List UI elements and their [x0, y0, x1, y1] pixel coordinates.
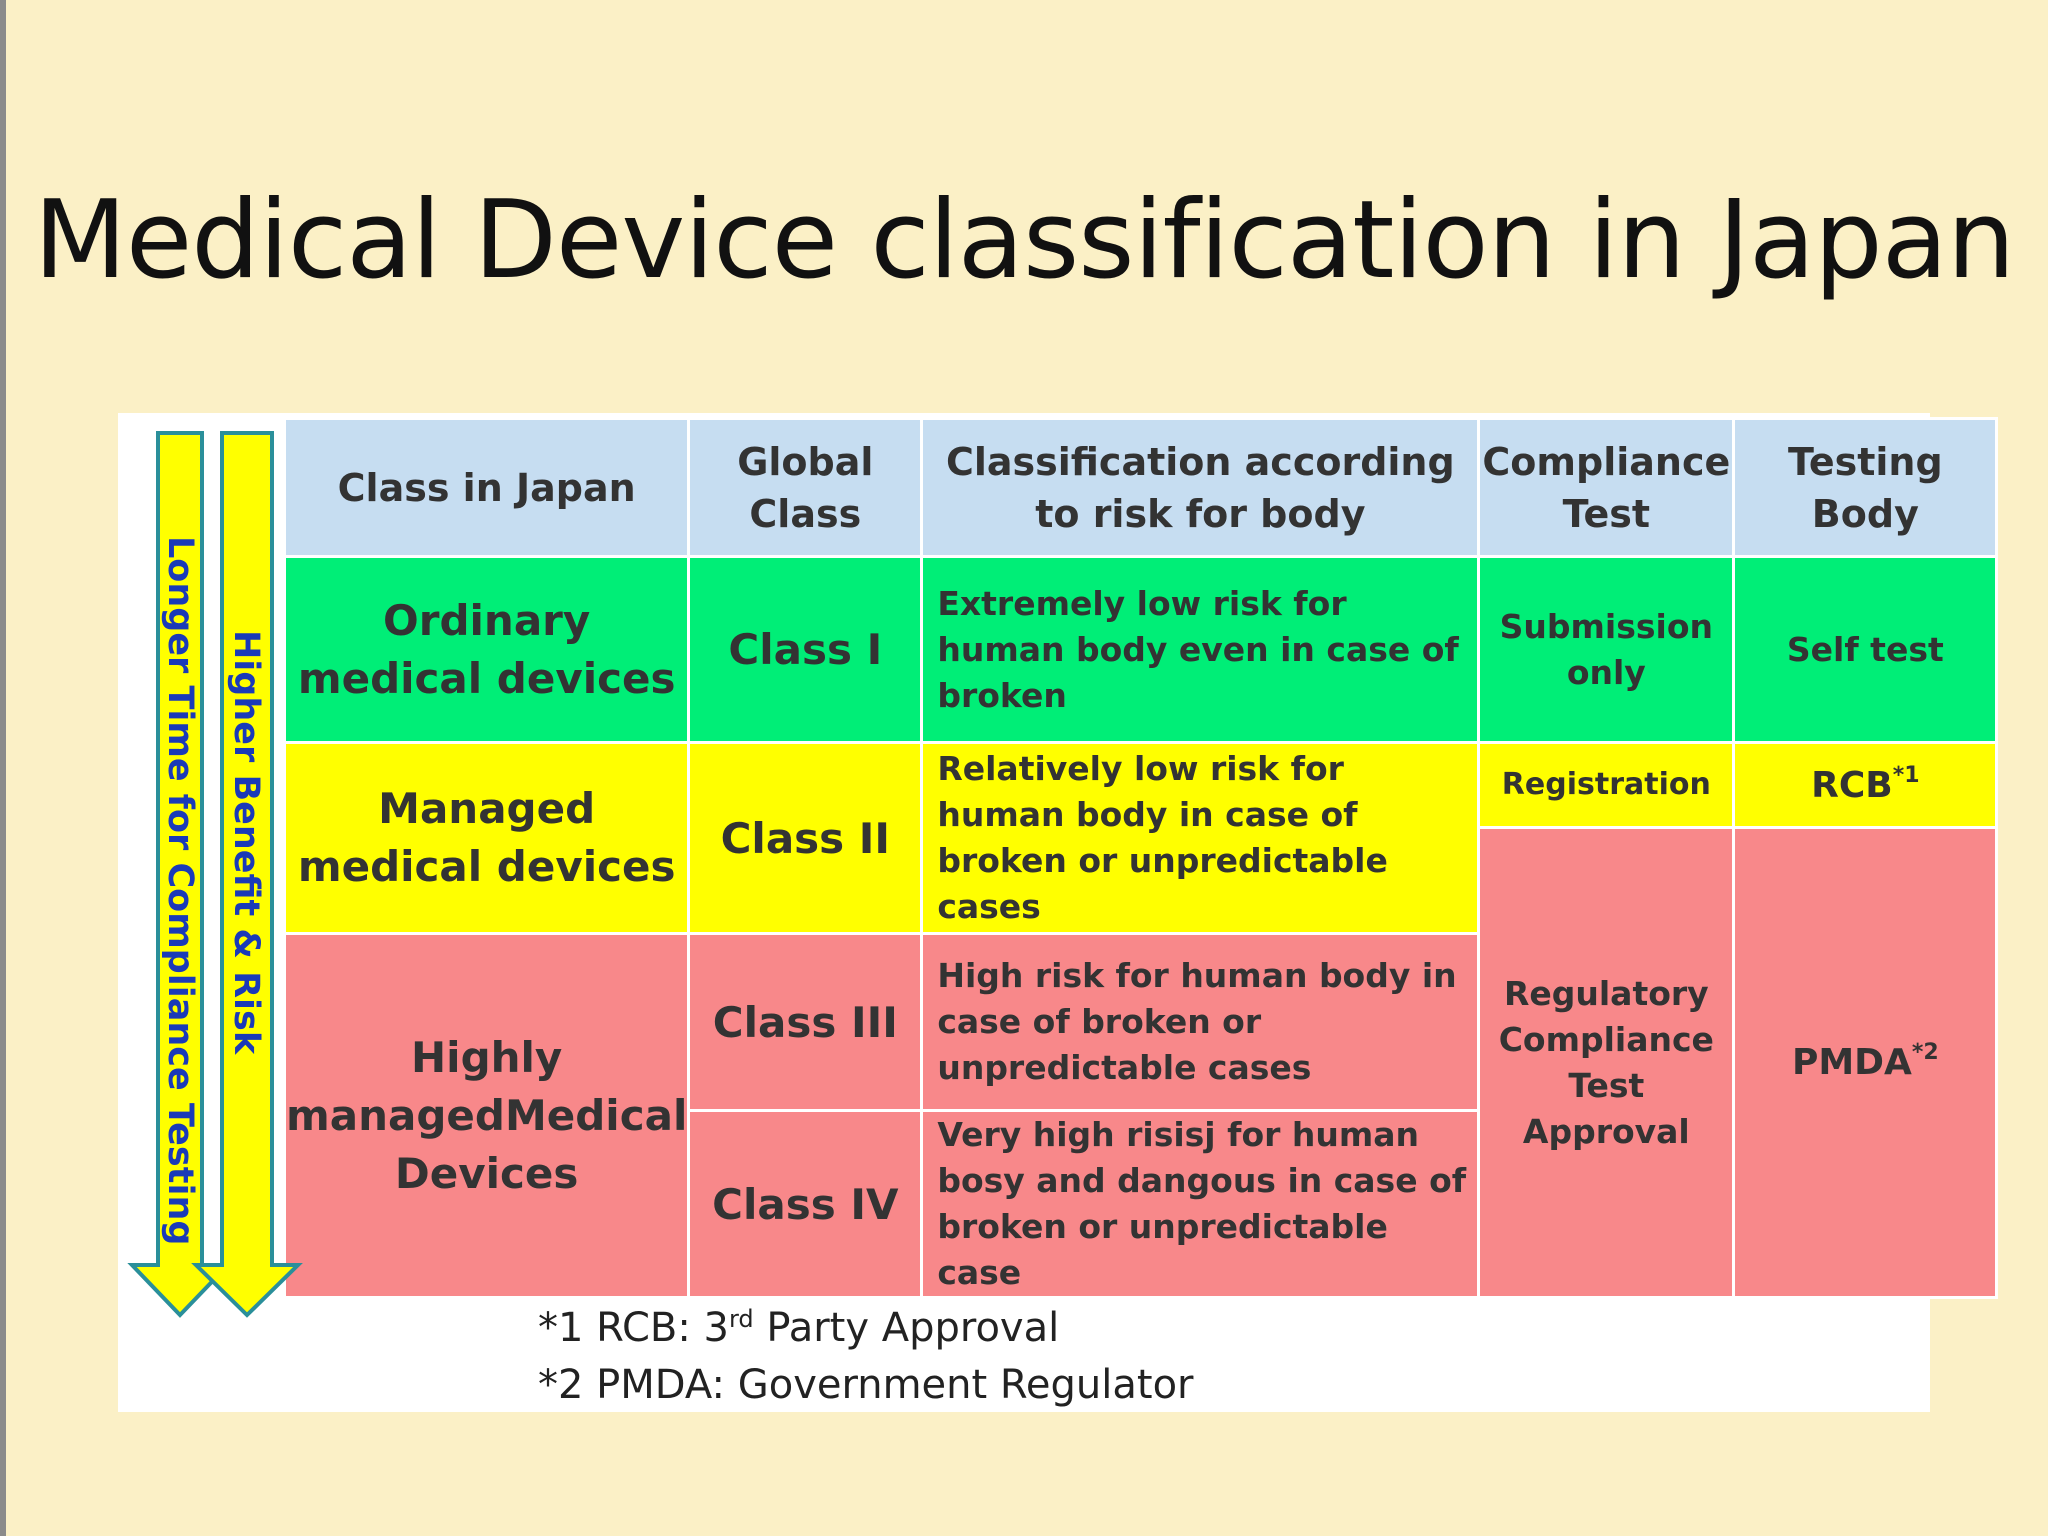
rcb-footnote-mark: *1 — [1892, 762, 1920, 788]
header-row — [285, 419, 1997, 557]
pmda-footnote-mark: *2 — [1911, 1040, 1939, 1065]
header-classification: Classification according to risk for body — [922, 419, 1479, 557]
class-ordinary: Ordinary medical devices — [285, 557, 689, 743]
header-class-in-japan: Class in Japan — [285, 419, 689, 557]
testing-body-pmda — [1734, 828, 1997, 1298]
global-class-iv: Class IV — [689, 1111, 922, 1298]
class-managed: Managed medical devices — [285, 743, 689, 934]
class-highly-managed: Highly managedMedical Devices — [285, 934, 689, 1298]
testing-body-self: Self test — [1734, 557, 1997, 743]
global-class-i: Class I — [689, 557, 922, 743]
header-global-class: Global Class — [689, 419, 922, 557]
row-managed — [285, 743, 1997, 828]
inner-arrow-label: Higher Benefit & Risk — [226, 630, 266, 1055]
compliance-regulatory: Regulatory Compliance Test Approval — [1479, 828, 1734, 1298]
testing-body-rcb — [1734, 743, 1997, 828]
description-class-iii: High risk for human body in case of broken or unpredictable cases — [922, 934, 1479, 1111]
footnote-rcb-prefix: *1 RCB: 3 — [538, 1305, 729, 1351]
footnote-rcb-suffix: Party Approval — [753, 1305, 1060, 1351]
description-class-ii: Relatively low risk for human body in case of broken or unpredictable cases — [922, 743, 1479, 934]
compliance-submission: Submission only — [1479, 557, 1734, 743]
description-class-iv: Very high risisj for human bosy and dangous in case of broken or unpredictable case — [922, 1111, 1479, 1298]
global-class-ii: Class II — [689, 743, 922, 934]
arrows-graphic — [118, 425, 308, 1335]
classification-table — [283, 417, 1998, 1299]
global-class-iii: Class III — [689, 934, 922, 1111]
description-class-i: Extremely low risk for human body even in case of broken — [922, 557, 1479, 743]
footnote-pmda: *2 PMDA: Government Regulator — [538, 1362, 1194, 1408]
compliance-registration: Registration — [1479, 743, 1734, 828]
outer-arrow-label: Longer Time for Compliance Testing — [160, 536, 200, 1246]
row-ordinary — [285, 557, 1997, 743]
rcb-label: RCB — [1811, 764, 1893, 806]
pmda-label: PMDA — [1791, 1042, 1912, 1083]
slide-title: Medical Device classification in Japan — [33, 178, 2015, 303]
footnote-rcb-sup: rd — [728, 1305, 754, 1333]
header-compliance-test: Compliance Test — [1479, 419, 1734, 557]
footnote-rcb — [538, 1305, 1059, 1351]
header-testing-body: Testing Body — [1734, 419, 1997, 557]
